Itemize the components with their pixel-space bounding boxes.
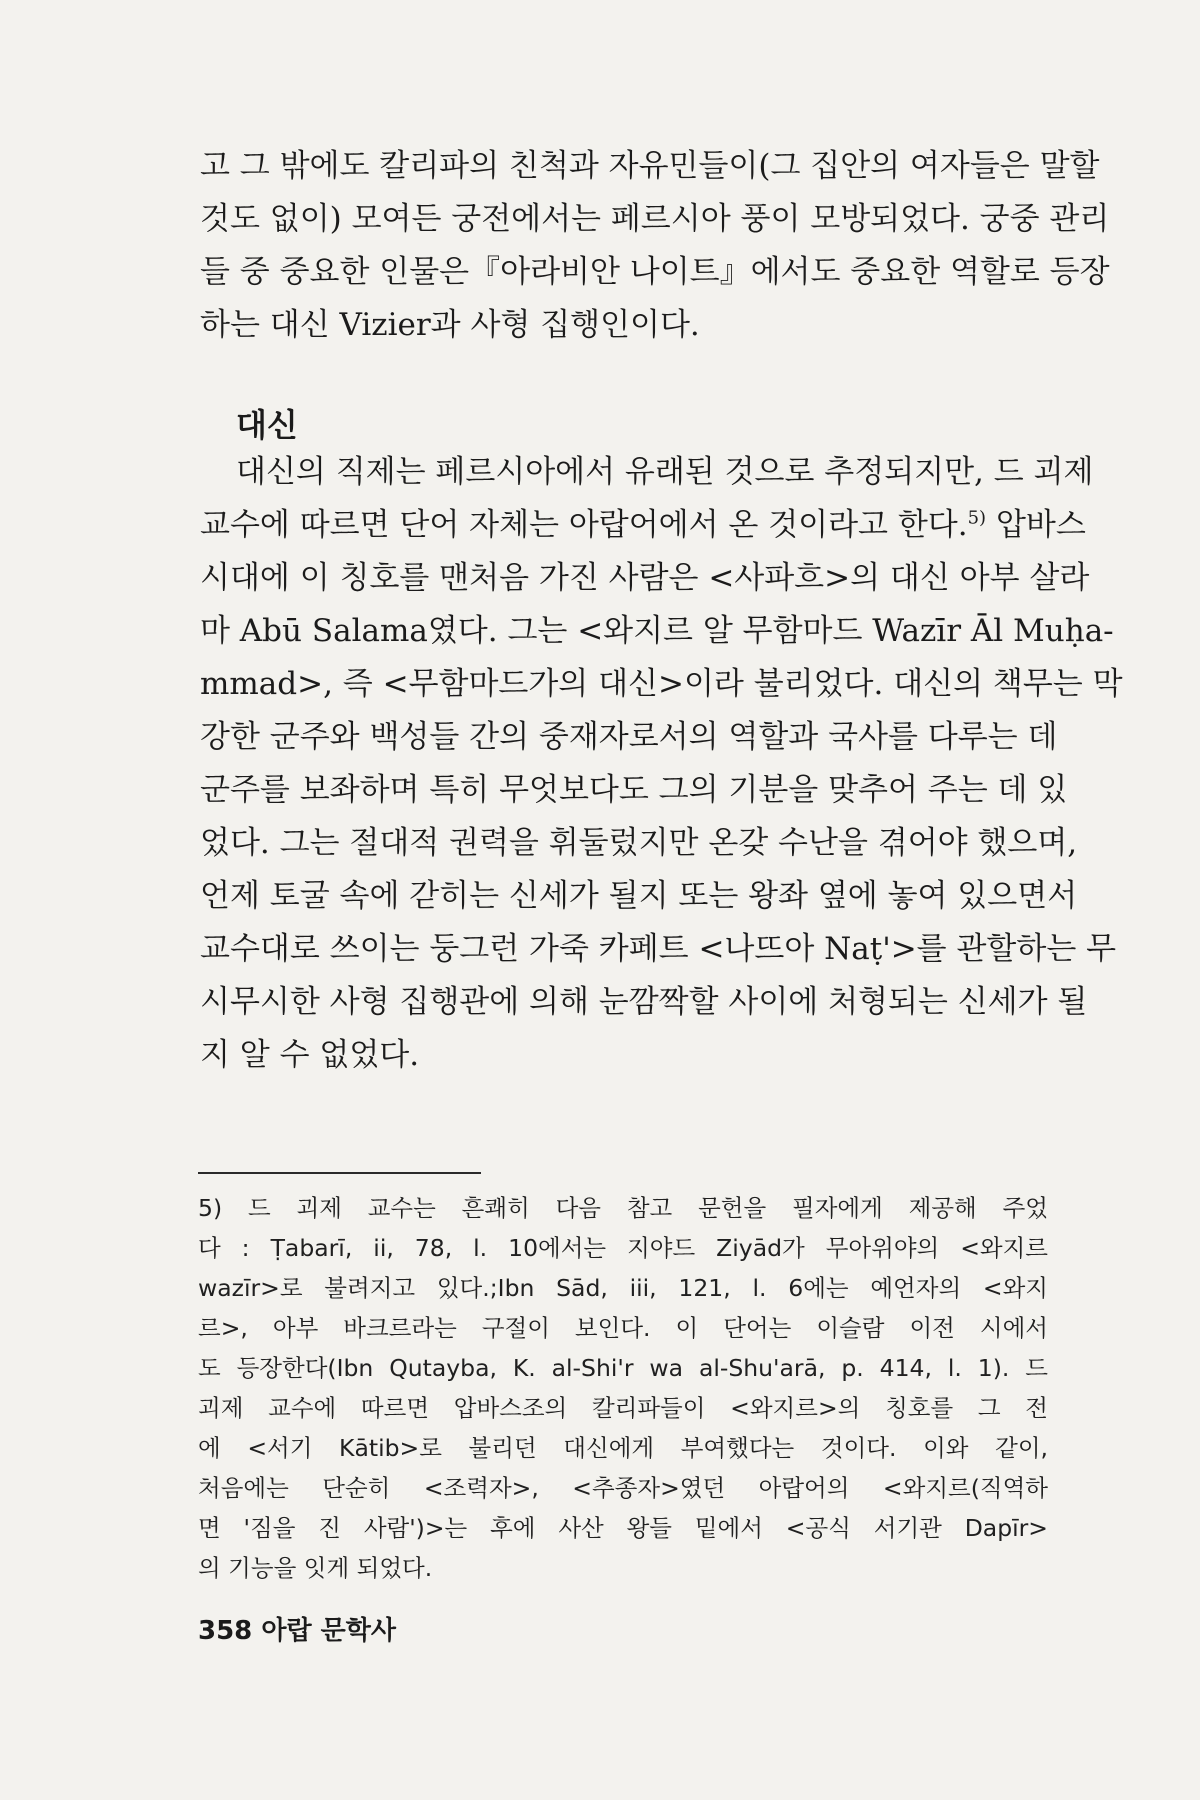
footnote-line: 에 <서기 Kātib>로 불리던 대신에게 부여했다는 것이다. 이와 같이, <box>198 1434 1048 1462</box>
footnote <box>198 1188 1048 1588</box>
footnote-line: 다 : Ṭabarī, ii, 78, l. 10에서는 지야드 Ziyād가 무아위야의 <와지르 <box>198 1234 1048 1262</box>
page-number: 358 <box>198 1616 253 1646</box>
body-line: 강한 군주와 백성들 간의 중재자로서의 역할과 국사를 다루는 데 <box>200 719 1058 755</box>
body-line-tail: 압바스 <box>995 507 1086 543</box>
body-line: 군주를 보좌하며 특히 무엇보다도 그의 기분을 맞추어 주는 데 있 <box>200 772 1068 808</box>
body-line: 시무시한 사형 집행관에 의해 눈깜짝할 사이에 처형되는 신세가 될 <box>200 984 1088 1020</box>
body-line: 시대에 이 칭호를 맨처음 가진 사람은 <사파흐>의 대신 아부 살라 <box>200 560 1090 596</box>
page-footer <box>198 1614 396 1648</box>
footnote-line: 괴제 교수에 따르면 압바스조의 칼리파들이 <와지르>의 칭호를 그 전 <box>198 1394 1048 1422</box>
footnote-line: 도 등장한다(Ibn Qutayba, K. al-Shi'r wa al-Shu'arā, p. 414, l. 1). 드 <box>198 1354 1048 1382</box>
body-line: 었다. 그는 절대적 권력을 휘둘렀지만 온갖 수난을 겪어야 했으며, <box>200 825 1078 861</box>
body-line: 지 알 수 없었다. <box>200 1037 420 1073</box>
footnote-line: 의 기능을 잇게 되었다. <box>198 1554 433 1582</box>
body-line-with-footnote <box>200 499 1086 552</box>
body-line: 대신의 직제는 페르시아에서 유래된 것으로 추정되지만, 드 괴제 <box>236 454 1094 490</box>
footnote-line: 면 '짐을 진 사람')>는 후에 사산 왕들 밑에서 <공식 서기관 Dapīr> <box>198 1514 1048 1542</box>
body-line-text: 교수에 따르면 단어 자체는 아랍어에서 온 것이라고 한다. <box>200 507 968 543</box>
body-line: mmad>, 즉 <무함마드가의 대신>이라 불리었다. 대신의 책무는 막 <box>200 666 1123 702</box>
intro-paragraph <box>200 140 1110 352</box>
body-line: 마 Abū Salama였다. 그는 <와지르 알 무함마드 Wazīr Āl Muḥa- <box>200 613 1114 649</box>
body-line: 것도 없이) 모여든 궁전에서는 페르시아 풍이 모방되었다. 궁중 관리 <box>200 201 1110 237</box>
footnote-line: 처음에는 단순히 <조력자>, <추종자>였던 아랍어의 <와지르(직역하 <box>198 1474 1048 1502</box>
footnote-divider <box>198 1172 481 1174</box>
section-heading: 대신 <box>236 406 298 444</box>
section-paragraph <box>200 446 1123 1082</box>
body-line: 교수대로 쓰이는 둥그런 가죽 카페트 <나뜨아 Naṭ'>를 관할하는 무 <box>200 931 1117 967</box>
body-line: 언제 토굴 속에 갇히는 신세가 될지 또는 왕좌 옆에 놓여 있으면서 <box>200 878 1078 914</box>
footnote-line: 르>, 아부 바크르라는 구절이 보인다. 이 단어는 이슬람 이전 시에서 <box>198 1314 1048 1342</box>
footnote-marker: 5) <box>967 507 987 529</box>
footnote-line: wazīr>로 불려지고 있다.;Ibn Sād, iii, 121, l. 6에는 예언자의 <와지 <box>198 1274 1048 1302</box>
running-title: 아랍 문학사 <box>261 1616 396 1646</box>
body-line: 들 중 중요한 인물은『아라비안 나이트』에서도 중요한 역할로 등장 <box>200 254 1110 290</box>
body-line: 하는 대신 Vizier과 사형 집행인이다. <box>200 307 700 343</box>
body-line: 고 그 밖에도 칼리파의 친척과 자유민들이(그 집안의 여자들은 말할 <box>200 148 1100 184</box>
footnote-line: 5) 드 괴제 교수는 흔쾌히 다음 참고 문헌을 필자에게 제공해 주었 <box>198 1194 1048 1222</box>
